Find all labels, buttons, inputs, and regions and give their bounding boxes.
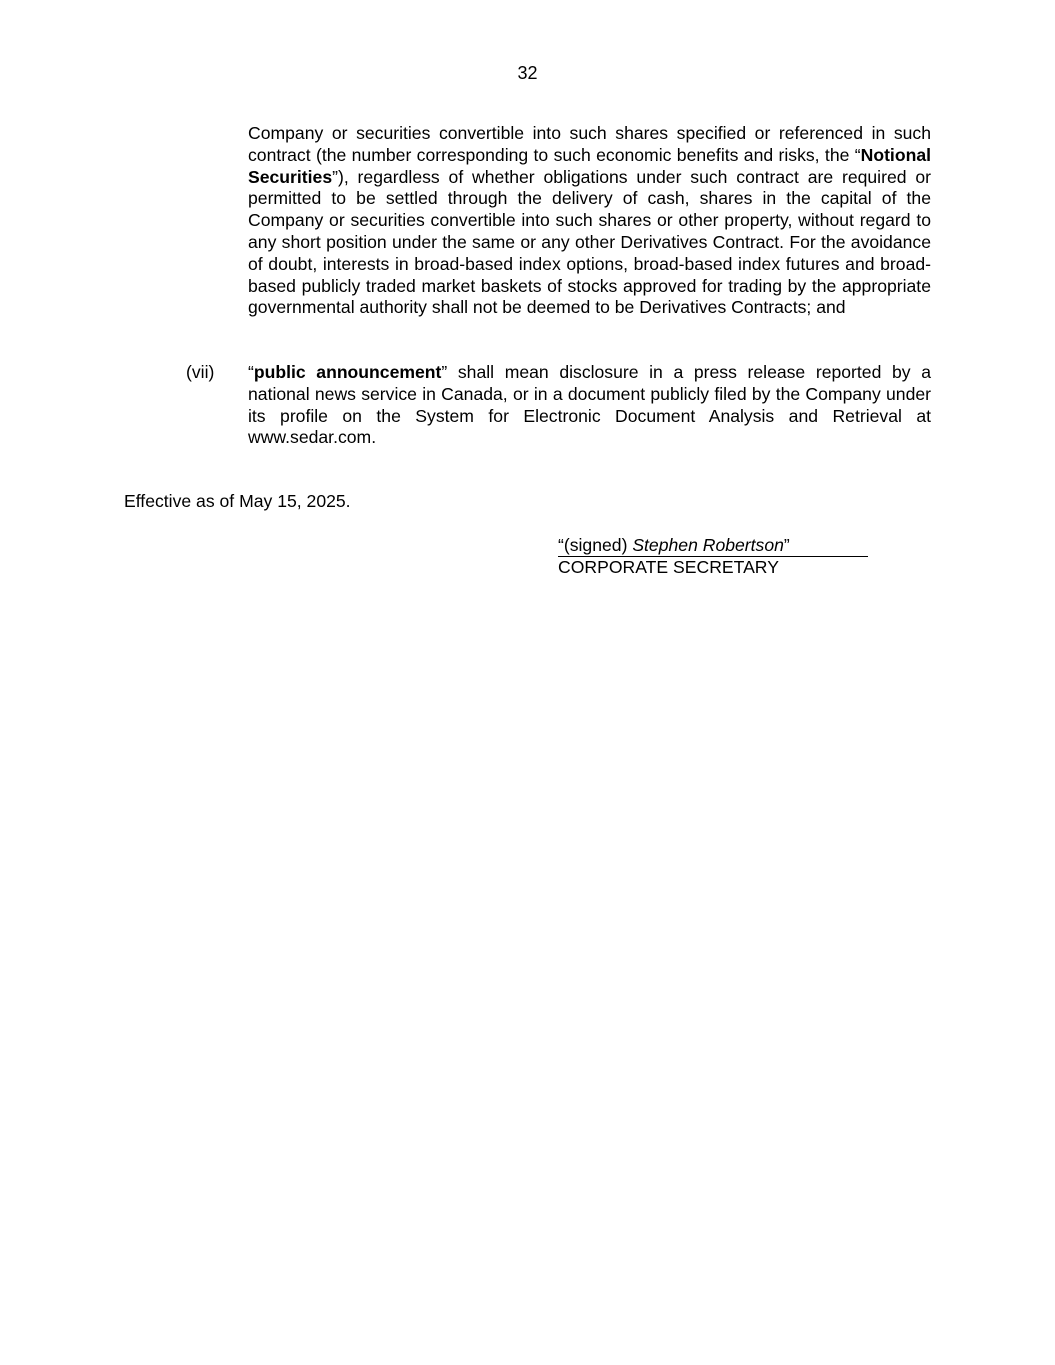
- public-announcement-definition: [248, 362, 931, 449]
- public-announcement-term: public announcement: [253, 362, 442, 382]
- paragraph-text-part1: Company or securities convertible into such shares specified or referenced in such contract (the number corresponding to such economic benefits and risks, the “: [248, 123, 931, 165]
- derivatives-definition-continued: [248, 123, 931, 319]
- paragraph-text-part2: ”), regardless of whether obligations under such contract are required or permitted to be settled through the delivery of cash, shares in the capital of the Company or securities convertible into such shares or other property, without regard to any short position under the same or any other Derivatives Contract. For the avoidance of doubt, interests in broad-based index options, broad-based index futures and broad-based publicly traded market baskets of stocks approved for trading by the appropriate governmental authority shall not be deemed to be Derivatives Contracts; and: [248, 166, 931, 318]
- signature-line: [558, 535, 868, 557]
- signatory-name: Stephen Robertson: [632, 535, 784, 555]
- effective-date: Effective as of May 15, 2025.: [124, 491, 351, 511]
- signatory-title: CORPORATE SECRETARY: [558, 557, 779, 577]
- item-number: (vii): [186, 362, 215, 382]
- signature-block: [558, 535, 868, 579]
- notional-securities-term: Notional Securities: [248, 144, 931, 187]
- signature-prefix: “(signed): [558, 535, 633, 555]
- open-quote: “: [248, 362, 254, 382]
- definition-text: ” shall mean disclosure in a press release reported by a national news service in Canada, or in a document publicly filed by the Company under its profile on the System for Electronic Document Analysis and Retrieval at www.sedar.com.: [248, 362, 931, 448]
- page-number: 32: [517, 63, 538, 83]
- signature-suffix: ”: [783, 535, 790, 555]
